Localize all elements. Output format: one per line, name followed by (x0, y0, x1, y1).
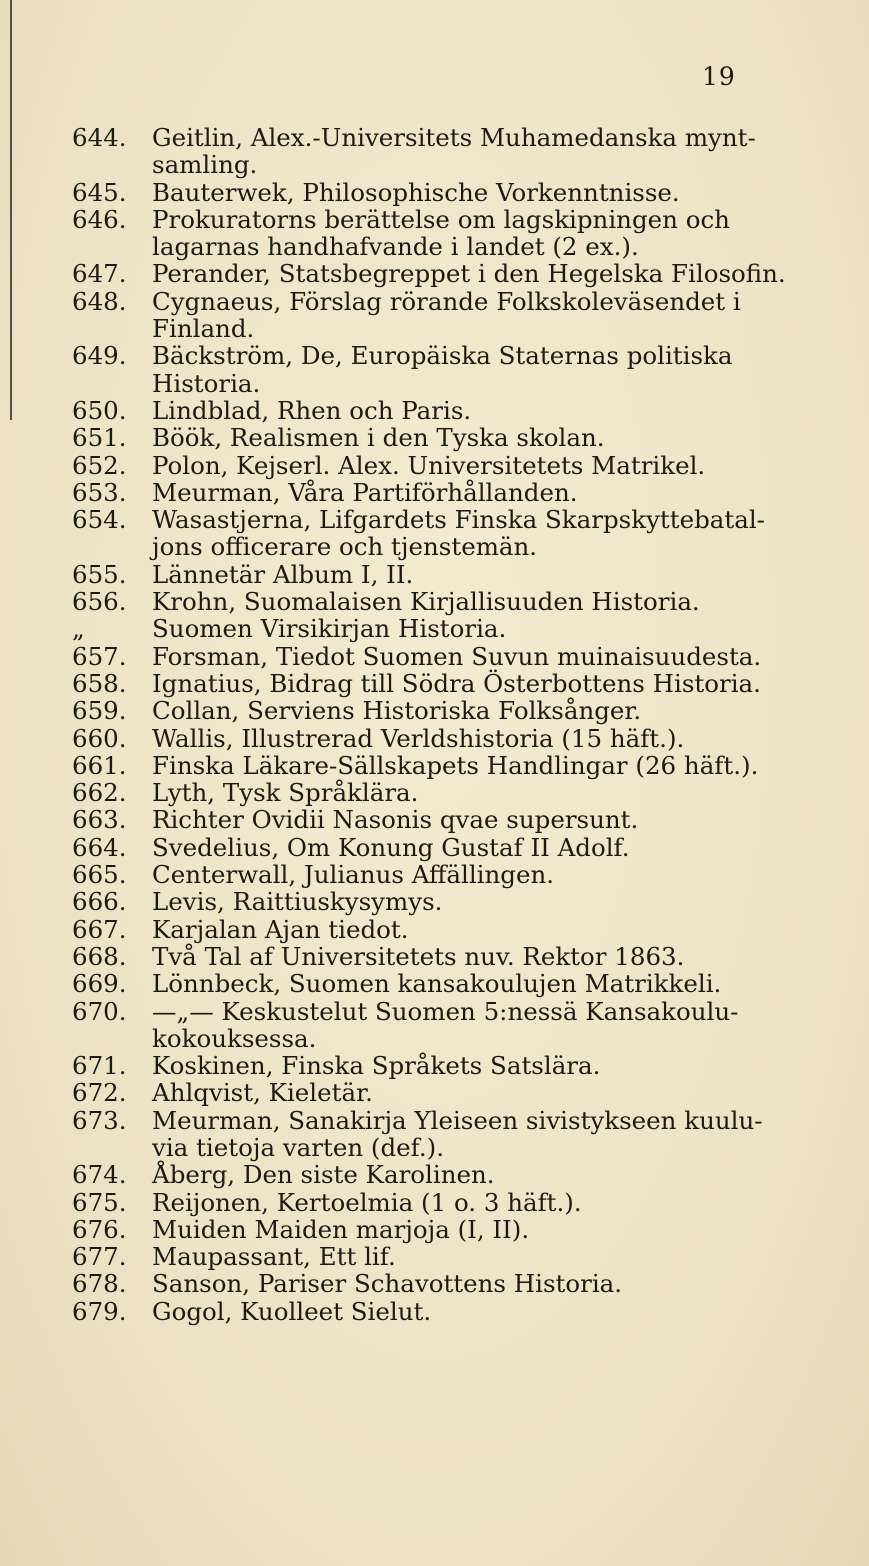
entry-text: Karjalan Ajan tiedot. (152, 914, 409, 944)
entry-text: Krohn, Suomalaisen Kirjallisuuden Historia. (152, 587, 700, 617)
entry-number: 644. (72, 123, 127, 152)
catalog-entry (72, 342, 772, 369)
entry-text: Geitlin, Alex.-Universitets Muhamedanska mynt- (152, 123, 756, 152)
catalog-entry (72, 259, 786, 289)
catalog-entry (72, 1243, 772, 1270)
entry-text: Wallis, Illustrerad Verldshistoria (15 häft.). (152, 723, 685, 753)
entry-text: Centerwall, Julianus Affällingen. (152, 860, 555, 890)
catalog-entry (72, 834, 772, 861)
catalog-entry (72, 670, 772, 697)
entry-number: 662. (72, 778, 127, 808)
entry-text: Meurman, Sanakirja Yleiseen sivistykseen kuulu- (152, 1105, 763, 1135)
entry-text: Forsman, Tiedot Suomen Suvun muinaisuudesta. (152, 641, 762, 671)
entry-number: 668. (72, 941, 127, 971)
entry-number: 679. (72, 1296, 127, 1326)
catalog-entry (72, 643, 772, 670)
catalog-entry (72, 1161, 772, 1188)
catalog-entry (72, 206, 772, 233)
catalog-entry (72, 806, 772, 833)
catalog-entry (72, 288, 772, 315)
entry-number: 648. (72, 286, 127, 316)
catalog-entry (72, 1189, 772, 1216)
entry-text-continuation: Historia. (152, 368, 261, 398)
catalog-entry (72, 943, 772, 970)
entry-text: Maupassant, Ett lif. (152, 1242, 396, 1272)
entry-text: Lännetär Album I, II. (152, 559, 414, 589)
entry-text: Muiden Maiden marjoja (I, II). (152, 1214, 530, 1244)
catalog-entry (72, 1298, 772, 1325)
catalog-entry (72, 1079, 772, 1106)
catalog-entry (72, 506, 772, 533)
entry-number: 649. (72, 341, 127, 371)
entry-number: 646. (72, 204, 127, 234)
entry-text: Collan, Serviens Historiska Folksånger. (152, 696, 642, 726)
entry-text-continuation: samling. (152, 150, 258, 180)
catalog-entry (72, 424, 772, 451)
entry-text: Bauterwek, Philosophische Vorkenntnisse. (152, 177, 680, 207)
catalog-entry (72, 861, 772, 888)
entry-number: 660. (72, 723, 127, 753)
entry-number: 672. (72, 1078, 127, 1108)
catalog-entry (72, 697, 772, 724)
entry-text: Prokuratorns berättelse om lagskipningen och (152, 204, 730, 234)
catalog-entry (72, 1270, 772, 1297)
entry-text: Sanson, Pariser Schavottens Historia. (152, 1269, 623, 1299)
entry-number: 663. (72, 805, 127, 835)
entry-number: 656. (72, 587, 127, 617)
entry-number: 645. (72, 177, 127, 207)
entry-text: Lyth, Tysk Språklära. (152, 778, 419, 808)
entry-number: 676. (72, 1214, 127, 1244)
entry-number: 650. (72, 395, 127, 425)
entry-number: 658. (72, 668, 127, 698)
entry-text: Cygnaeus, Förslag rörande Folkskoleväsendet i (152, 286, 741, 316)
entry-text: —„— Keskustelut Suomen 5:nessä Kansakoulu- (152, 996, 739, 1026)
entry-text-continuation: jons officerare och tjenstemän. (152, 532, 538, 562)
entry-text: Richter Ovidii Nasonis qvae supersunt. (152, 805, 639, 835)
entry-number: 667. (72, 914, 127, 944)
entry-text: Levis, Raittiuskysymys. (152, 887, 443, 917)
catalog-entry (72, 615, 772, 642)
entry-text: Ignatius, Bidrag till Södra Österbottens Historia. (152, 668, 761, 698)
entry-number: 655. (72, 559, 127, 589)
catalog-entry (72, 588, 772, 615)
entry-number: 652. (72, 450, 127, 480)
page-edge-shadow (10, 0, 12, 420)
catalog-entry-list (72, 123, 786, 1326)
entry-text: Två Tal af Universitetets nuv. Rektor 1863. (152, 941, 685, 971)
entry-number: 675. (72, 1187, 127, 1217)
catalog-entry (72, 888, 772, 915)
catalog-entry (72, 179, 772, 206)
entry-number: 661. (72, 750, 127, 780)
entry-number: 659. (72, 696, 127, 726)
entry-number: 669. (72, 969, 127, 999)
entry-text: Perander, Statsbegreppet i den Hegelska Filosofin. (152, 259, 786, 289)
entry-text: Åberg, Den siste Karolinen. (152, 1160, 495, 1190)
entry-text: Polon, Kejserl. Alex. Universitetets Matrikel. (152, 450, 706, 480)
catalog-entry (72, 479, 772, 506)
entry-text: Meurman, Våra Partiförhållanden. (152, 477, 578, 507)
catalog-entry (72, 725, 772, 752)
catalog-entry (72, 752, 772, 779)
entry-text: Finska Läkare-Sällskapets Handlingar (26 häft.). (152, 750, 759, 780)
entry-number: 664. (72, 832, 127, 862)
entry-text: Reijonen, Kertoelmia (1 o. 3 häft.). (152, 1187, 582, 1217)
entry-number: 673. (72, 1105, 127, 1135)
catalog-entry (72, 916, 772, 943)
entry-number: 653. (72, 477, 127, 507)
entry-number: 657. (72, 641, 127, 671)
entry-number: 671. (72, 1051, 127, 1081)
catalog-entry (72, 998, 772, 1025)
catalog-entry (72, 970, 772, 997)
entry-number: „ (72, 614, 85, 644)
catalog-entry (72, 452, 772, 479)
entry-text: Gogol, Kuolleet Sielut. (152, 1296, 432, 1326)
entry-number: 678. (72, 1269, 127, 1299)
catalog-entry (72, 1052, 772, 1079)
entry-number: 654. (72, 505, 127, 535)
entry-text: Lönnbeck, Suomen kansakoulujen Matrikkeli. (152, 969, 722, 999)
entry-text: Ahlqvist, Kieletär. (152, 1078, 373, 1108)
entry-number: 665. (72, 860, 127, 890)
entry-number: 651. (72, 423, 127, 453)
catalog-entry (72, 124, 772, 151)
entry-text: Koskinen, Finska Språkets Satslära. (152, 1051, 601, 1081)
entry-text: Suomen Virsikirjan Historia. (152, 614, 507, 644)
page-number: 19 (702, 62, 736, 91)
entry-text: Lindblad, Rhen och Paris. (152, 395, 472, 425)
entry-number: 666. (72, 887, 127, 917)
entry-text: Böök, Realismen i den Tyska skolan. (152, 423, 605, 453)
entry-text-continuation: kokouksessa. (152, 1023, 317, 1053)
catalog-entry (72, 397, 772, 424)
entry-number: 677. (72, 1242, 127, 1272)
entry-text-continuation: via tietoja varten (def.). (152, 1132, 444, 1162)
entry-text-continuation: lagarnas handhafvande i landet (2 ex.). (152, 232, 639, 262)
catalog-entry (72, 561, 772, 588)
entry-text-continuation: Finland. (152, 314, 255, 344)
catalog-entry (72, 779, 772, 806)
entry-number: 670. (72, 996, 127, 1026)
entry-text: Svedelius, Om Konung Gustaf II Adolf. (152, 832, 630, 862)
entry-text: Wasastjerna, Lifgardets Finska Skarpskyttebatal- (152, 505, 765, 535)
catalog-entry (72, 1216, 772, 1243)
catalog-entry (72, 1107, 772, 1134)
entry-number: 674. (72, 1160, 127, 1190)
entry-number: 647. (72, 259, 127, 289)
entry-text: Bäckström, De, Europäiska Staternas politiska (152, 341, 733, 371)
